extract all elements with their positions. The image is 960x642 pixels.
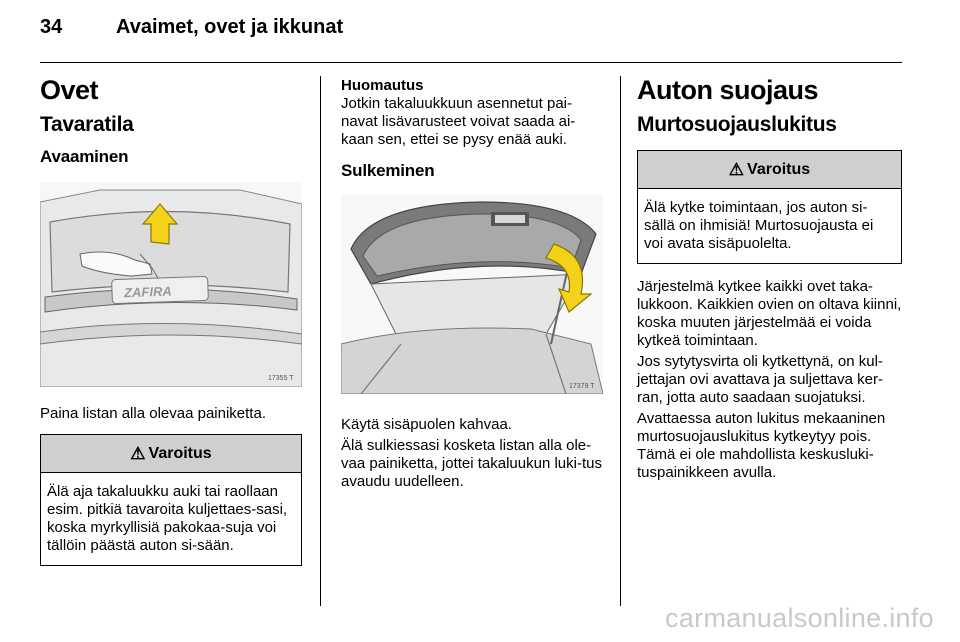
para-system-locks: Järjestelmä kytkee kaikki ovet taka-lukkoon. Kaikkien ovien on oltava kiinni, koska muuten järjestelmää ei voida kytkeä toimintaan. [637,278,902,349]
warning-box [40,434,302,566]
warning-body [638,189,901,263]
page-number: 34 [40,16,63,38]
warning-header [638,151,901,189]
chapter-title: Avaimet, ovet ja ikkunat [116,16,344,38]
note-text: Jotkin takaluukkuun asennetut pai-navat lisävarusteet voivat saada ai-kaan sen, ettei se pysy enää auki. [341,95,576,148]
illustration-close-tailgate [341,194,603,394]
page-header [40,10,902,50]
image-id-label: 17379 T [569,383,595,390]
section-opening: Avaaminen [40,147,129,166]
note-block [341,77,603,149]
note-title: Huomautus [341,77,424,94]
subheading-deadlocking: Murtosuojauslukitus [637,113,837,136]
heading-doors: Ovet [40,75,99,105]
tailgate-interior-drawing [341,194,603,394]
watermark: carmanualsonline.info [665,603,934,633]
illustration-open-tailgate [40,182,302,387]
para-mechanical-unlock: Avattaessa auton lukitus mekaaninen murtosuojauslukitus kytkeytyy pois. Tämä ei ole mahdollista keskusluki-tuspainikkeen avulla. [637,410,886,481]
caption-press-button: Paina listan alla olevaa painiketta. [40,405,266,422]
para-ignition-on: Jos sytytysvirta oli kytkettynä, on kul-jettajan ovi avattava ja suljettava ker-ran, jotta auto saadaan suojatuksi. [637,353,883,406]
section-closing: Sulkeminen [341,161,435,180]
heading-vehicle-security: Auton suojaus [637,75,818,105]
subheading-trunk: Tavaratila [40,113,134,136]
warning-text: Älä aja takaluukku auki tai raollaan esim. pitkiä tavaroita kuljettaes-sasi, koska myrkyllisiä pakokaa-suja voi tällöin päästä auton si-sään. [47,483,288,554]
column-left [40,72,302,566]
warning-title: Varoitus [747,160,811,178]
image-id-label: 17355 T [268,375,294,382]
car-badge: ZAFIRA [123,283,172,301]
column-divider [620,76,621,606]
warning-triangle-icon: ⚠ [130,443,146,463]
warning-title: Varoitus [148,444,212,462]
column-right [637,72,902,482]
warning-triangle-icon: ⚠ [728,159,745,179]
para-do-not-touch: Älä sulkiessasi kosketa listan alla ole-vaa painiketta, jottei takaluukun luki-tus avaudu uudelleen. [341,437,602,490]
para-use-handle: Käytä sisäpuolen kahvaa. [341,416,512,433]
warning-body [41,473,301,565]
column-divider [320,76,321,606]
header-rule [40,62,902,63]
column-middle [341,72,603,491]
warning-text: Älä kytke toimintaan, jos auton si-sällä on ihmisiä! Murtosuojausta ei voi avata sisäpuolelta. [644,199,874,252]
warning-header [41,435,301,473]
tailgate-rear-drawing [40,182,302,387]
warning-box [637,150,902,264]
